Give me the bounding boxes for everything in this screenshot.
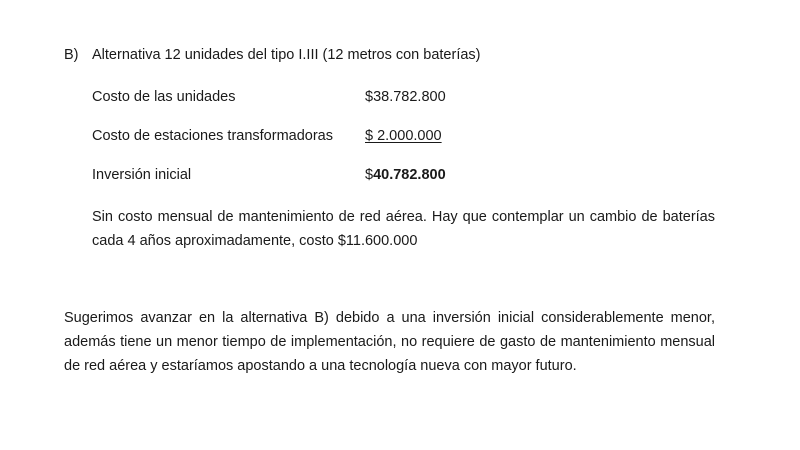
cost-label: Costo de las unidades [92, 89, 236, 105]
cost-amount: $ 2.000.000 [365, 128, 442, 144]
currency-symbol: $ [365, 167, 374, 183]
section-heading [64, 47, 481, 63]
cost-label: Costo de estaciones transformadoras [92, 128, 333, 144]
total-value: 40.782.800 [373, 167, 446, 183]
section-letter: B) [64, 47, 79, 63]
section-note: Sin costo mensual de mantenimiento de red aérea. Hay que contemplar un cambio de baterías cada 4 años aproximadamente, costo $11.600.000 [92, 209, 715, 249]
conclusion-paragraph: Sugerimos avanzar en la alternativa B) debido a una inversión inicial considerablemente menor, además tiene un menor tiempo de implementación, no requiere de gasto de mantenimiento mensual de red aérea y estaríamos apostando a una tecnología nueva con mayor futuro. [64, 310, 715, 374]
cost-label: Inversión inicial [92, 167, 192, 183]
total-amount [365, 167, 446, 183]
section-title: Alternativa 12 unidades del tipo I.III (12 metros con baterías) [92, 47, 481, 63]
cost-amount: $38.782.800 [365, 89, 446, 105]
